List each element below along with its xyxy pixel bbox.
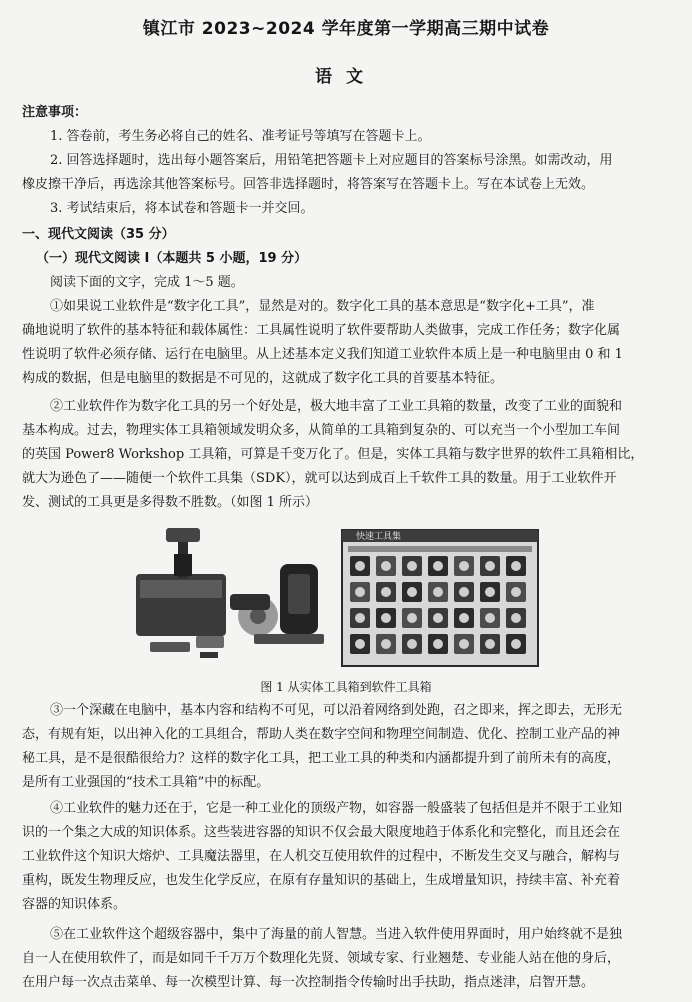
subject-title: 语文	[315, 67, 377, 87]
paragraph-1-line: ①如果说工业软件是“数字化工具”，显然是对的。数字化工具的基本意思是“数字化+工具”，准	[50, 299, 595, 314]
software-tool-icon-glyph	[485, 613, 495, 623]
software-tool-icon-glyph	[459, 561, 469, 571]
notice-heading: 注意事项：	[22, 105, 88, 120]
software-tool-icon-glyph	[433, 561, 443, 571]
software-tool-icon-glyph	[459, 587, 469, 597]
software-tool-icon-glyph	[355, 587, 365, 597]
software-tool-icon-glyph	[407, 587, 417, 597]
software-tool-icon-glyph	[459, 613, 469, 623]
paragraph-3-line: 秘工具，是不是很酷很给力？这样的数字化工具，把工业工具的种类和内涵都提升到了前所未有的高度，	[22, 751, 621, 766]
paragraph-3-line: 态，有规有矩，以出神入化的工具组合，帮助人类在数字空间和物理空间制造、优化、控制工业产品的神	[22, 727, 621, 742]
software-toolbox-window	[342, 530, 538, 666]
paragraph-4-line: 工业软件这个知识大熔炉、工具魔法器里，在人机交互使用软件的过程中，不断发生交叉与融合，解构与	[22, 849, 621, 864]
software-tool-icon-glyph	[355, 613, 365, 623]
paragraph-1-line: 确地说明了软件的基本特征和载体属性：工具属性说明了软件要帮助人类做事，完成工作任务；数字化属	[22, 323, 621, 338]
notice-item-2-line-2: 橡皮擦干净后，再选涂其他答案标号。回答非选择题时，将答案写在答题卡上。写在本试卷上无效。	[22, 177, 595, 192]
paragraph-1-line: 性说明了软件必须存储、运行在电脑里。从上述基本定义我们知道工业软件本质上是一种电脑里由 0 和 1	[22, 347, 623, 362]
paragraph-3-line: ③一个深藏在电脑中，基本内容和结构不可见，可以沿着网络到处跑，召之即来，挥之即去，无形无	[50, 703, 623, 718]
software-tool-icon-glyph	[407, 639, 417, 649]
software-tool-icon-glyph	[511, 587, 521, 597]
software-tool-icon-glyph	[355, 561, 365, 571]
software-tool-icon-glyph	[407, 561, 417, 571]
figure-toolbox-illustration	[130, 524, 550, 674]
paragraph-2-line: ②工业软件作为数字化工具的另一个好处是，极大地丰富了工业工具箱的数量，改变了工业的面貌和	[50, 399, 623, 414]
notice-item-2-line-1: 2. 回答选择题时，选出每小题答案后，用铅笔把答题卡上对应题目的答案标号涂黑。如需改动，用	[50, 153, 613, 168]
software-tool-icon-glyph	[381, 561, 391, 571]
reading-instruction: 阅读下面的文字，完成 1～5 题。	[50, 275, 244, 290]
section-heading: 一、现代文阅读（35 分）	[22, 227, 175, 242]
paragraph-5-line: 在用户每一次点击菜单、每一次模型计算、每一次控制指令传输时出手扶助，指点迷津，启智开慧。	[22, 975, 595, 990]
software-tool-icon-glyph	[407, 613, 417, 623]
software-tool-icon-glyph	[381, 587, 391, 597]
paragraph-2-line: 基本构成。过去，物理实体工具箱领域发明众多，从简单的工具箱到复杂的、可以充当一个小型加工车间	[22, 423, 621, 438]
software-tool-icon-glyph	[381, 613, 391, 623]
sub-section-heading: （一）现代文阅读 I（本题共 5 小题，19 分）	[36, 251, 308, 266]
software-tool-icon-glyph	[511, 613, 521, 623]
figure-caption: 图 1 从实体工具箱到软件工具箱	[260, 680, 432, 694]
software-tool-icon-glyph	[485, 587, 495, 597]
paragraph-3-line: 是所有工业强国的“技术工具箱”中的标配。	[22, 775, 270, 790]
software-tool-icon-glyph	[433, 639, 443, 649]
software-tool-icon-glyph	[511, 639, 521, 649]
software-tool-icon-glyph	[381, 639, 391, 649]
software-tool-icon-glyph	[355, 639, 365, 649]
software-tool-icon-glyph	[485, 639, 495, 649]
physical-toolbox-photo	[136, 528, 324, 658]
software-tool-icon-glyph	[433, 613, 443, 623]
paragraph-5-line: 自一人在使用软件了，而是如同千千万万个数理化先贤、领域专家、行业翘楚、专业能人站在他的身后，	[22, 951, 621, 966]
paragraph-1-line: 构成的数据，但是电脑里的数据是不可见的，这就成了数字化工具的首要基本特征。	[22, 371, 504, 386]
paragraph-4-line: ④工业软件的魅力还在于，它是一种工业化的顶级产物，如容器一般盛装了包括但是并不限于工业知	[50, 801, 623, 816]
paragraph-5-line: ⑤在工业软件这个超级容器中，集中了海量的前人智慧。当进入软件使用界面时，用户始终就不是独	[50, 927, 623, 942]
software-tool-icon-glyph	[459, 639, 469, 649]
paragraph-2-line: 就大为逊色了——随便一个软件工具集（SDK），就可以达到成百上千软件工具的数量。用于工业软件开	[22, 471, 617, 486]
paragraph-4-line: 容器的知识体系。	[22, 897, 127, 912]
notice-item-1: 1. 答卷前，考生务必将自己的姓名、准考证号等填写在答题卡上。	[50, 129, 431, 144]
exam-title: 镇江市 2023~2024 学年度第一学期高三期中试卷	[142, 19, 550, 39]
paragraph-2-line: 发、测试的工具更是多得数不胜数。（如图 1 所示）	[22, 495, 319, 510]
notice-item-3: 3. 考试结束后，将本试卷和答题卡一并交回。	[50, 201, 314, 216]
paragraph-2-line: 的英国 Power8 Workshop 工具箱，可算是千变万化了。但是，实体工具箱与数字世界的软件工具箱相比，	[22, 447, 644, 462]
paragraph-4-line: 重构，既发生物理反应，也发生化学反应，在原有存量知识的基础上，生成增量知识，持续丰富、补充着	[22, 873, 621, 888]
software-tool-icon-glyph	[511, 561, 521, 571]
tool-window-title: 快速工具集	[356, 532, 402, 542]
software-tool-icon-glyph	[433, 587, 443, 597]
software-tool-icon-glyph	[485, 561, 495, 571]
paragraph-4-line: 识的一个集之大成的知识体系。这些装进容器的知识不仅会最大限度地趋于体系化和完整化，而且还会在	[22, 825, 621, 840]
